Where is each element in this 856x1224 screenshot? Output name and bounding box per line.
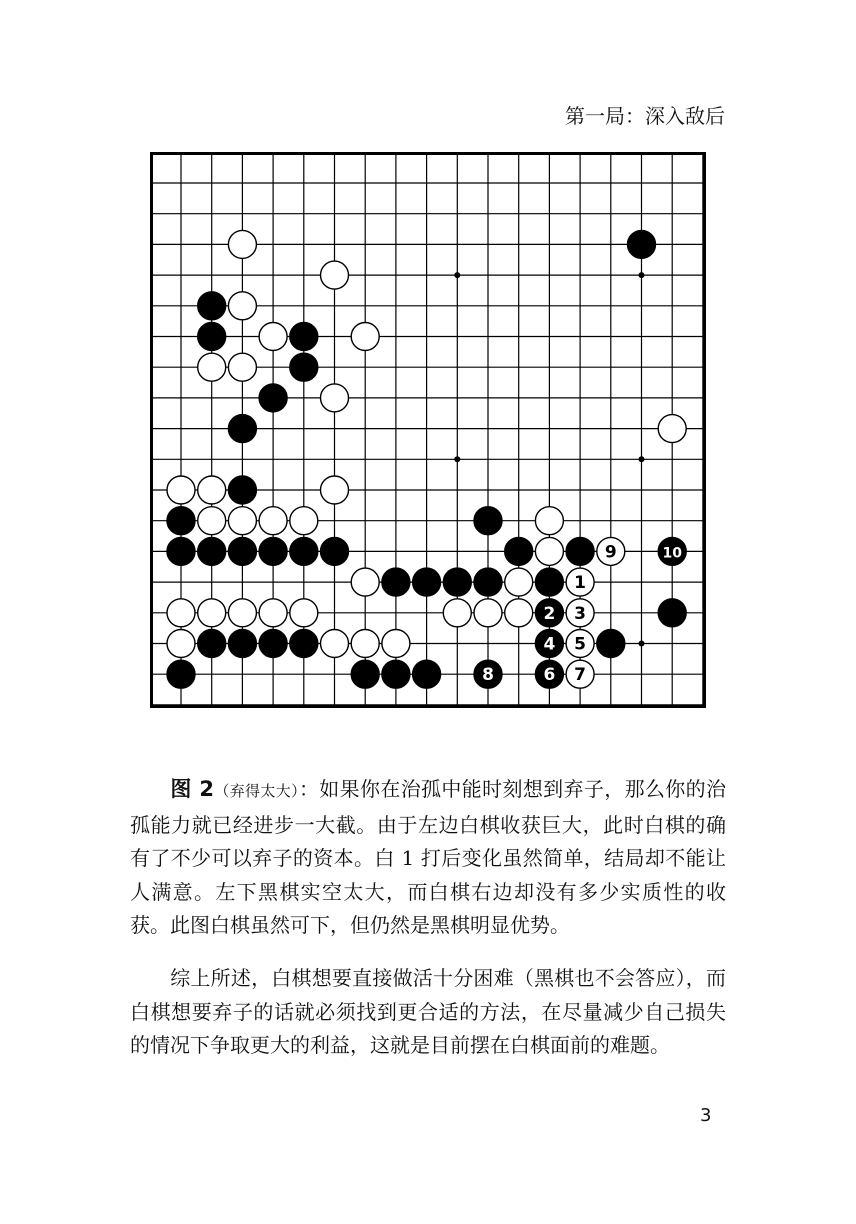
white-stone <box>198 599 226 627</box>
black-stone <box>658 599 686 627</box>
stone-move-number: 9 <box>604 542 617 563</box>
white-stone <box>351 323 379 351</box>
figure-label: 图 2 <box>170 777 214 801</box>
white-stone <box>443 599 471 627</box>
black-stone <box>535 568 563 596</box>
black-stone <box>290 537 318 565</box>
black-stone <box>321 537 349 565</box>
black-stone <box>443 568 471 596</box>
white-stone <box>535 507 563 535</box>
star-point <box>639 641 645 647</box>
black-stone <box>566 537 594 565</box>
black-stone <box>382 660 410 688</box>
white-stone <box>167 599 195 627</box>
white-stone <box>351 630 379 658</box>
paragraph-2-text: 综上所述，白棋想要直接做活十分困难（黑棋也不会答应），而白棋想要弃子的话就必须找到更合适的方法，在尽量减少自己损失的情况下争取更大的利益，这就是目前摆在白棋面前的难题。 <box>130 966 726 1057</box>
black-stone <box>228 537 256 565</box>
star-point <box>454 456 460 462</box>
white-stone <box>259 599 287 627</box>
white-stone <box>321 476 349 504</box>
white-stone <box>321 630 349 658</box>
black-stone <box>259 537 287 565</box>
black-stone <box>290 630 318 658</box>
star-point <box>639 272 645 278</box>
white-stone <box>228 230 256 258</box>
page-number: 3 <box>700 1105 712 1126</box>
stone-move-number: 6 <box>543 665 556 686</box>
paragraph-figure-2 <box>130 773 726 943</box>
black-stone <box>198 323 226 351</box>
black-stone <box>382 568 410 596</box>
figure-subtitle: （弃得太大） <box>213 782 299 800</box>
white-stone <box>474 599 502 627</box>
black-stone <box>259 384 287 412</box>
black-stone <box>290 353 318 381</box>
white-stone <box>167 630 195 658</box>
stone-move-number: 8 <box>482 665 494 686</box>
stone-move-number: 2 <box>543 603 556 624</box>
stone-move-number: 4 <box>543 634 556 655</box>
white-stone <box>321 261 349 289</box>
white-stone <box>351 568 379 596</box>
black-stone <box>597 630 625 658</box>
white-stone <box>535 537 563 565</box>
star-point <box>454 272 460 278</box>
black-stone <box>228 630 256 658</box>
black-stone <box>228 415 256 443</box>
black-stone <box>167 507 195 535</box>
white-stone <box>198 507 226 535</box>
white-stone <box>505 568 533 596</box>
stone-move-number: 5 <box>574 634 587 655</box>
black-stone <box>167 660 195 688</box>
stone-move-number: 3 <box>574 603 587 624</box>
black-stone <box>167 537 195 565</box>
white-stone <box>382 630 410 658</box>
black-stone <box>351 660 379 688</box>
white-stone <box>228 292 256 320</box>
white-stone <box>505 599 533 627</box>
white-stone <box>198 476 226 504</box>
black-stone <box>474 507 502 535</box>
black-stone <box>413 660 441 688</box>
black-stone <box>198 537 226 565</box>
white-stone <box>228 507 256 535</box>
white-stone <box>167 476 195 504</box>
black-stone <box>198 292 226 320</box>
star-point <box>639 456 645 462</box>
white-stone <box>198 353 226 381</box>
white-stone <box>290 507 318 535</box>
white-stone <box>321 384 349 412</box>
go-board <box>150 152 706 708</box>
paragraph-1-text: ：如果你在治孤中能时刻想到弃子，那么你的治孤能力就已经进步一大截。由于左边白棋收获巨大，此时白棋的确有了不少可以弃子的资本。白 1 打后变化虽然简单，结局却不能让人满意。左下黑棋实空太大，而白棋右边却没有多少实质性的收获。此图白棋虽然可下，但仍然是黑棋明显优势。 <box>130 777 726 937</box>
white-stone <box>228 599 256 627</box>
black-stone <box>505 537 533 565</box>
black-stone <box>228 476 256 504</box>
stone-move-number: 7 <box>574 665 587 686</box>
black-stone <box>290 323 318 351</box>
stone-move-number: 10 <box>662 545 682 562</box>
white-stone <box>259 507 287 535</box>
stone-move-number: 1 <box>574 573 587 594</box>
white-stone <box>290 599 318 627</box>
black-stone <box>198 630 226 658</box>
black-stone <box>259 630 287 658</box>
black-stone <box>474 568 502 596</box>
chapter-header: 第一局：深入敌后 <box>565 104 725 128</box>
black-stone <box>628 230 656 258</box>
paragraph-summary <box>130 962 726 1063</box>
white-stone <box>259 323 287 351</box>
black-stone <box>413 568 441 596</box>
white-stone <box>658 415 686 443</box>
white-stone <box>228 353 256 381</box>
